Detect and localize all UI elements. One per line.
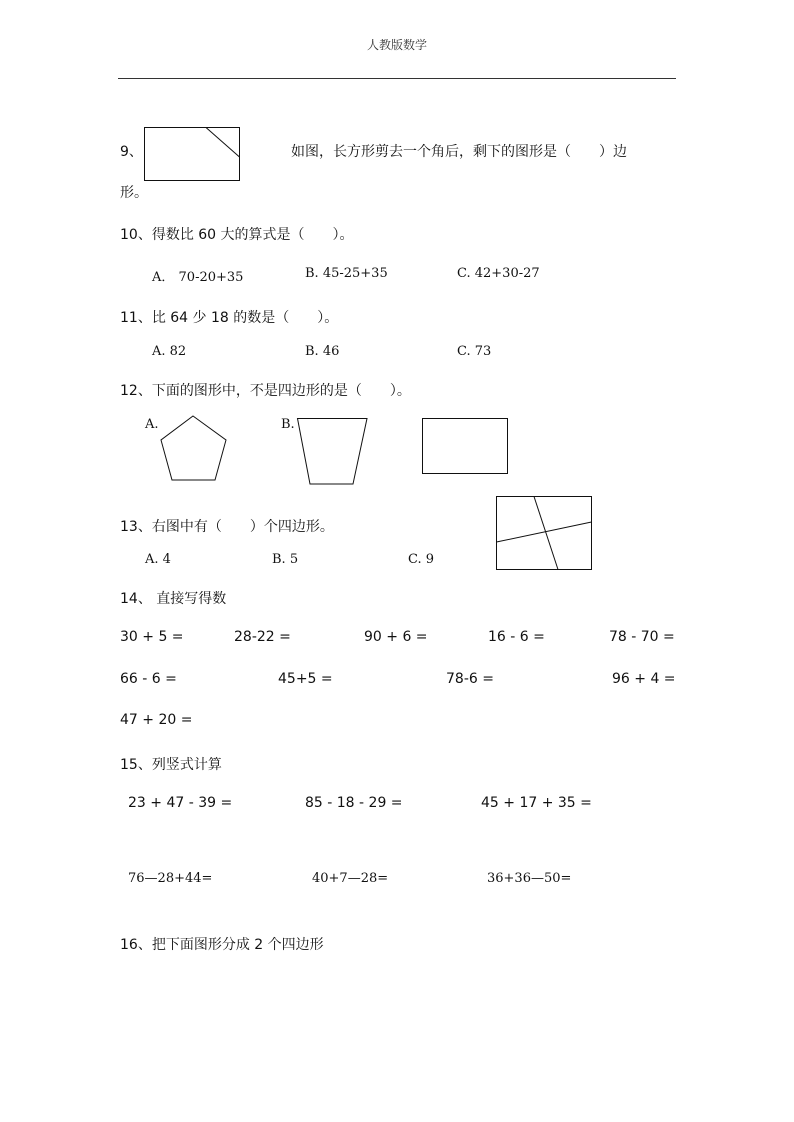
q9-cut-rectangle-figure bbox=[144, 127, 242, 183]
q12-label-b: B. bbox=[281, 417, 295, 432]
q15-calc-4: 76—28+44= bbox=[128, 871, 213, 886]
q11-option-c: C. 73 bbox=[457, 344, 492, 359]
q10-option-b: B. 45-25+35 bbox=[305, 266, 388, 281]
q15-title: 15、列竖式计算 bbox=[120, 757, 222, 773]
q14-calc-3: 90 + 6 = bbox=[364, 629, 428, 645]
q11-question-text: 11、比 64 少 18 的数是（ ）。 bbox=[120, 310, 339, 326]
q13-option-b: B. 5 bbox=[272, 552, 299, 567]
q15-calc-2: 85 - 18 - 29 = bbox=[305, 795, 403, 811]
header-rule bbox=[118, 78, 676, 79]
q14-calc-1: 30 + 5 = bbox=[120, 629, 184, 645]
q12-trapezoid-figure bbox=[297, 418, 369, 486]
q15-calc-5: 40+7—28= bbox=[312, 871, 389, 886]
q10-option-c: C. 42+30-27 bbox=[457, 266, 540, 281]
page-header: 人教版数学 bbox=[366, 38, 427, 52]
q15-calc-1: 23 + 47 - 39 = bbox=[128, 795, 233, 811]
q12-rectangle-figure bbox=[422, 418, 510, 476]
q14-calc-8: 78-6 = bbox=[446, 671, 494, 687]
q15-calc-3: 45 + 17 + 35 = bbox=[481, 795, 592, 811]
q13-option-c: C. 9 bbox=[408, 552, 435, 567]
q11-option-b: B. 46 bbox=[305, 344, 340, 359]
q11-option-a: A. 82 bbox=[152, 344, 187, 359]
q9-question-text-cont: 形。 bbox=[120, 185, 148, 201]
q14-calc-10: 47 + 20 = bbox=[120, 712, 193, 728]
q14-calc-2: 28-22 = bbox=[234, 629, 291, 645]
q12-label-a: A. bbox=[145, 417, 159, 432]
q14-calc-6: 66 - 6 = bbox=[120, 671, 177, 687]
q10-question-text: 10、得数比 60 大的算式是（ ）。 bbox=[120, 227, 354, 243]
q10-option-a: A． 70-20+35 bbox=[152, 270, 244, 285]
q14-title: 14、 直接写得数 bbox=[120, 591, 227, 607]
q13-divided-rectangle-figure bbox=[496, 496, 594, 572]
q14-calc-7: 45+5 = bbox=[278, 671, 333, 687]
q14-calc-5: 78 - 70 = bbox=[609, 629, 675, 645]
q16-title: 16、把下面图形分成 2 个四边形 bbox=[120, 937, 324, 953]
q12-question-text: 12、下面的图形中，不是四边形的是（ ）。 bbox=[120, 383, 411, 399]
q13-option-a: A. 4 bbox=[145, 552, 171, 567]
q14-calc-4: 16 - 6 = bbox=[488, 629, 545, 645]
q14-calc-9: 96 + 4 = bbox=[612, 671, 676, 687]
q9-question-text: 如图，长方形剪去一个角后，剩下的图形是（ ）边 bbox=[291, 144, 627, 160]
q15-calc-6: 36+36—50= bbox=[487, 871, 572, 886]
q9-number: 9、 bbox=[120, 144, 143, 160]
q12-pentagon-figure bbox=[160, 414, 230, 484]
q13-question-text: 13、右图中有（ ）个四边形。 bbox=[120, 519, 334, 535]
